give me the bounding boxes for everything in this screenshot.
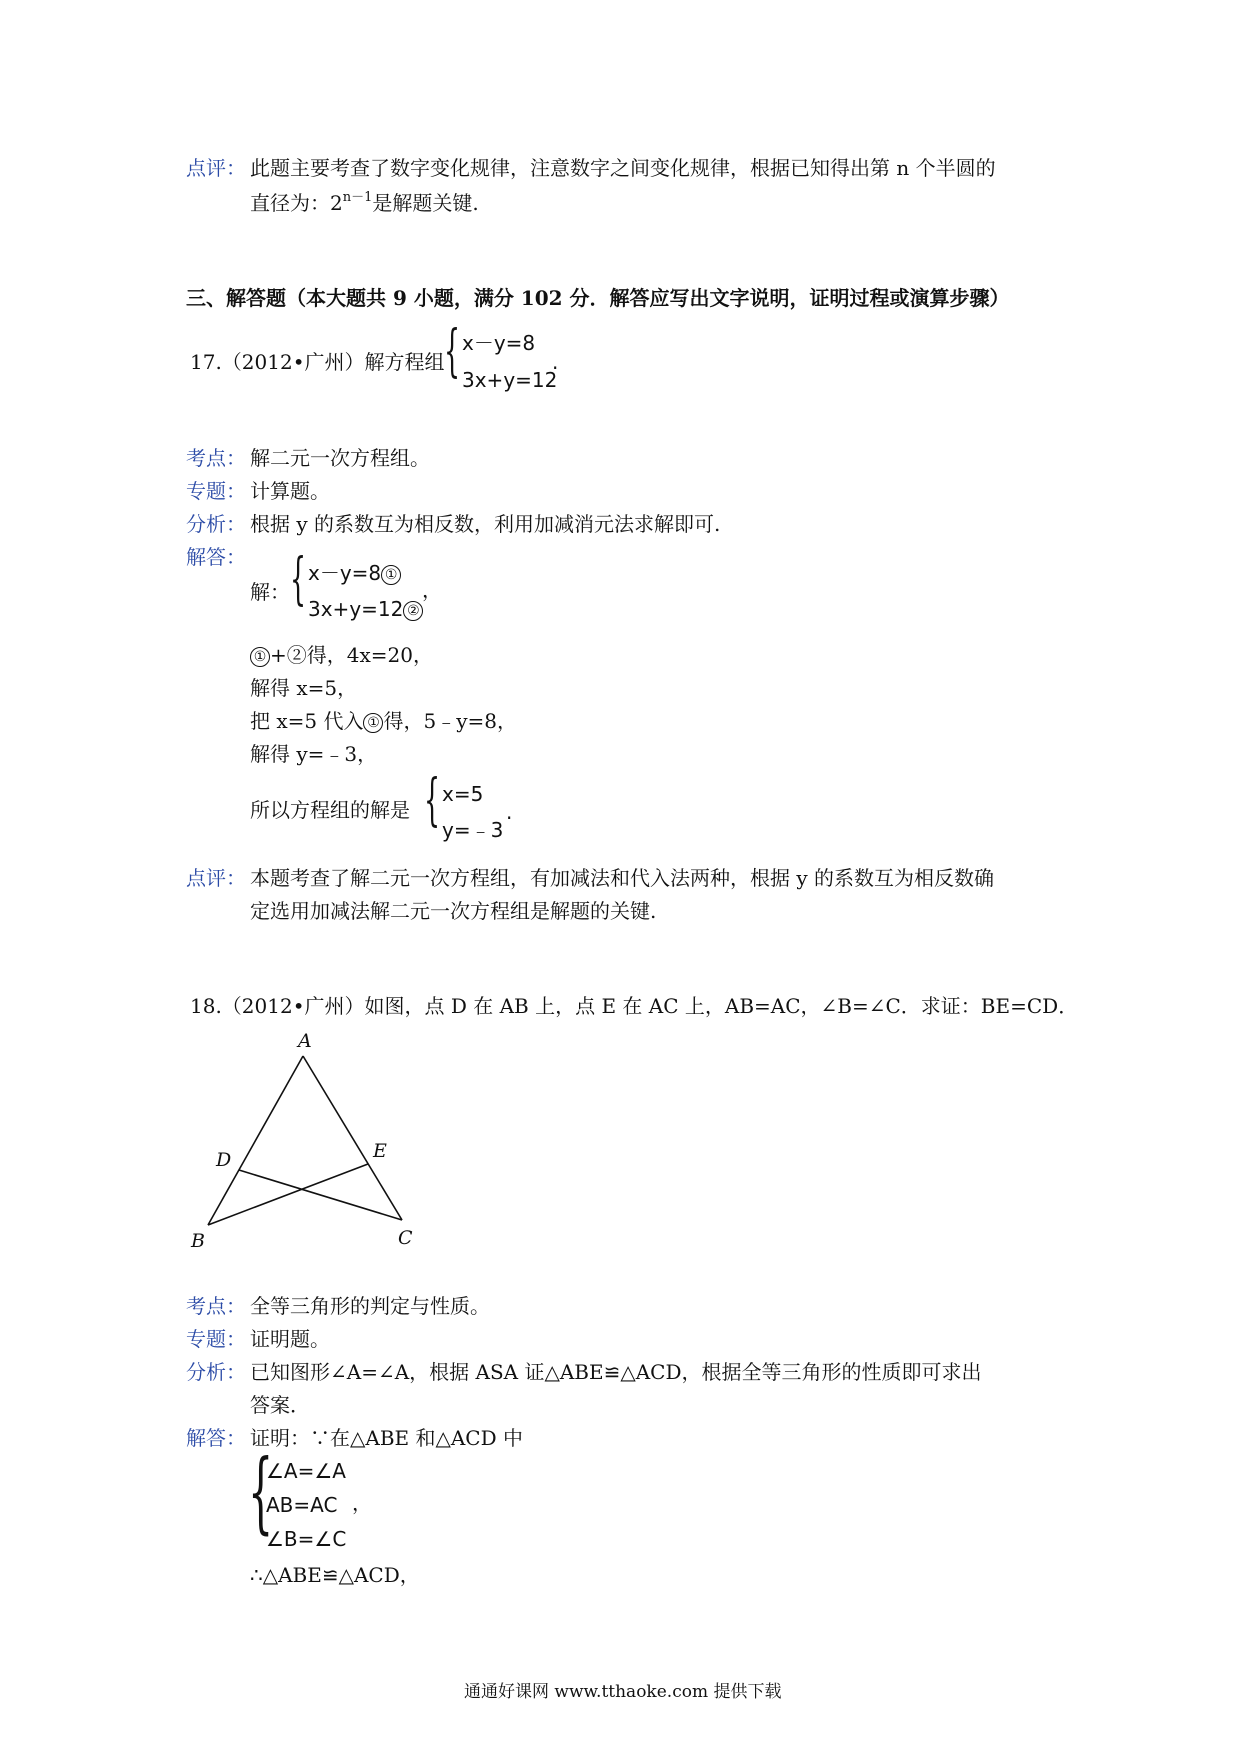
q17-stem-end: . — [552, 350, 559, 374]
review-label: 点评： — [186, 156, 246, 180]
brace-icon: { — [424, 768, 441, 833]
circled-one-icon: ① — [363, 713, 383, 733]
jieda-label: 解答： — [186, 545, 246, 569]
brace-icon: { — [444, 319, 461, 384]
q17-eq2: 3x+y=12 — [462, 368, 558, 392]
vertex-label-b: B — [191, 1230, 205, 1250]
condition-ab-ac: AB=AC — [266, 1493, 338, 1517]
q18-stem: 18.（2012•广州）如图，点 D 在 AB 上，点 E 在 AC 上，AB=AC，∠B=∠C．求证：BE=CD． — [190, 994, 1079, 1018]
condition-angle-a: ∠A=∠A — [266, 1459, 346, 1483]
answer-y: y=﹣3 — [442, 818, 504, 842]
kaodian-label: 考点： — [186, 1294, 246, 1318]
sol-eq1 — [308, 563, 401, 585]
side-ac — [303, 1056, 402, 1220]
side-ab — [208, 1056, 303, 1225]
zhuanti-label: 专题： — [186, 1327, 246, 1351]
step-2: 解得 x=5， — [250, 676, 358, 700]
kaodian-text: 解二元一次方程组。 — [250, 446, 430, 470]
condition-comma: ， — [352, 1491, 372, 1515]
zhuanti-text: 计算题。 — [250, 479, 330, 503]
review-text-line2 — [250, 190, 479, 215]
vertex-label-d: D — [216, 1149, 232, 1171]
proof-intro: 证明：∵在△ABE 和△ACD 中 — [250, 1426, 523, 1450]
page-footer: 通通好课网 www.tthaoke.com 提供下载 — [464, 1682, 782, 1702]
segment-be — [208, 1164, 368, 1225]
answer-end: . — [506, 800, 513, 824]
q17-eq1: x－y=8 — [462, 331, 536, 355]
fenxi-text: 根据 y 的系数互为相反数，利用加减消元法求解即可. — [250, 512, 721, 536]
kaodian-label: 考点： — [186, 446, 246, 470]
circled-two-icon: ② — [403, 601, 423, 621]
fenxi-line1: 已知图形∠A=∠A，根据 ASA 证△ABE≌△ACD，根据全等三角形的性质即可求出 — [250, 1360, 982, 1384]
triangle-figure — [180, 1030, 440, 1250]
fenxi-line2: 答案． — [250, 1393, 310, 1417]
zhuanti-label: 专题： — [186, 479, 246, 503]
vertex-label-c: C — [398, 1227, 413, 1249]
review-line1: 本题考查了解二元一次方程组，有加减法和代入法两种，根据 y 的系数互为相反数确 — [250, 866, 995, 890]
review-line2-post: 是解题关键. — [372, 191, 479, 215]
step-3 — [250, 711, 517, 733]
step-3-post: 得，5﹣y=8， — [383, 709, 517, 733]
circled-one-icon: ① — [381, 565, 401, 585]
step-1-text: +②得，4x=20， — [270, 643, 433, 667]
brace-icon: { — [290, 547, 307, 612]
step-1 — [250, 645, 433, 667]
proof-conclusion: ∴△ABE≌△ACD， — [250, 1563, 420, 1587]
jieda-label: 解答： — [186, 1426, 246, 1450]
condition-angle-b: ∠B=∠C — [266, 1527, 347, 1551]
exponent: n－1 — [342, 190, 373, 205]
answer-x: x=5 — [442, 782, 484, 806]
sol-eq1-text: x－y=8 — [308, 561, 382, 585]
review-line2-pre: 直径为：2 — [250, 191, 343, 215]
circled-one-icon: ① — [250, 647, 270, 667]
kaodian-text: 全等三角形的判定与性质。 — [250, 1294, 490, 1318]
brace-icon: { — [248, 1440, 274, 1543]
sol-prefix: 解： — [250, 580, 290, 604]
segment-cd — [239, 1170, 402, 1220]
fenxi-label: 分析： — [186, 512, 246, 536]
step-3-pre: 把 x=5 代入 — [250, 709, 364, 733]
review-text-line1: 此题主要考查了数字变化规律，注意数字之间变化规律，根据已知得出第 n 个半圆的 — [250, 156, 996, 180]
zhuanti-text: 证明题。 — [250, 1327, 330, 1351]
review-label: 点评： — [186, 866, 246, 890]
vertex-label-e: E — [373, 1140, 387, 1162]
sol-eq2-text: 3x+y=12 — [308, 597, 404, 621]
q17-stem: 17.（2012•广州）解方程组 — [190, 350, 445, 374]
vertex-label-a: A — [298, 1030, 312, 1052]
review-line2: 定选用加减法解二元一次方程组是解题的关键. — [250, 899, 657, 923]
sol-comma: ， — [422, 578, 442, 602]
section-heading: 三、解答题（本大题共 9 小题，满分 102 分．解答应写出文字说明，证明过程或演算步骤） — [186, 286, 1010, 310]
step-4: 解得 y=﹣3， — [250, 742, 378, 766]
fenxi-label: 分析： — [186, 1360, 246, 1384]
answer-prefix: 所以方程组的解是 — [250, 798, 410, 822]
sol-eq2 — [308, 599, 423, 621]
